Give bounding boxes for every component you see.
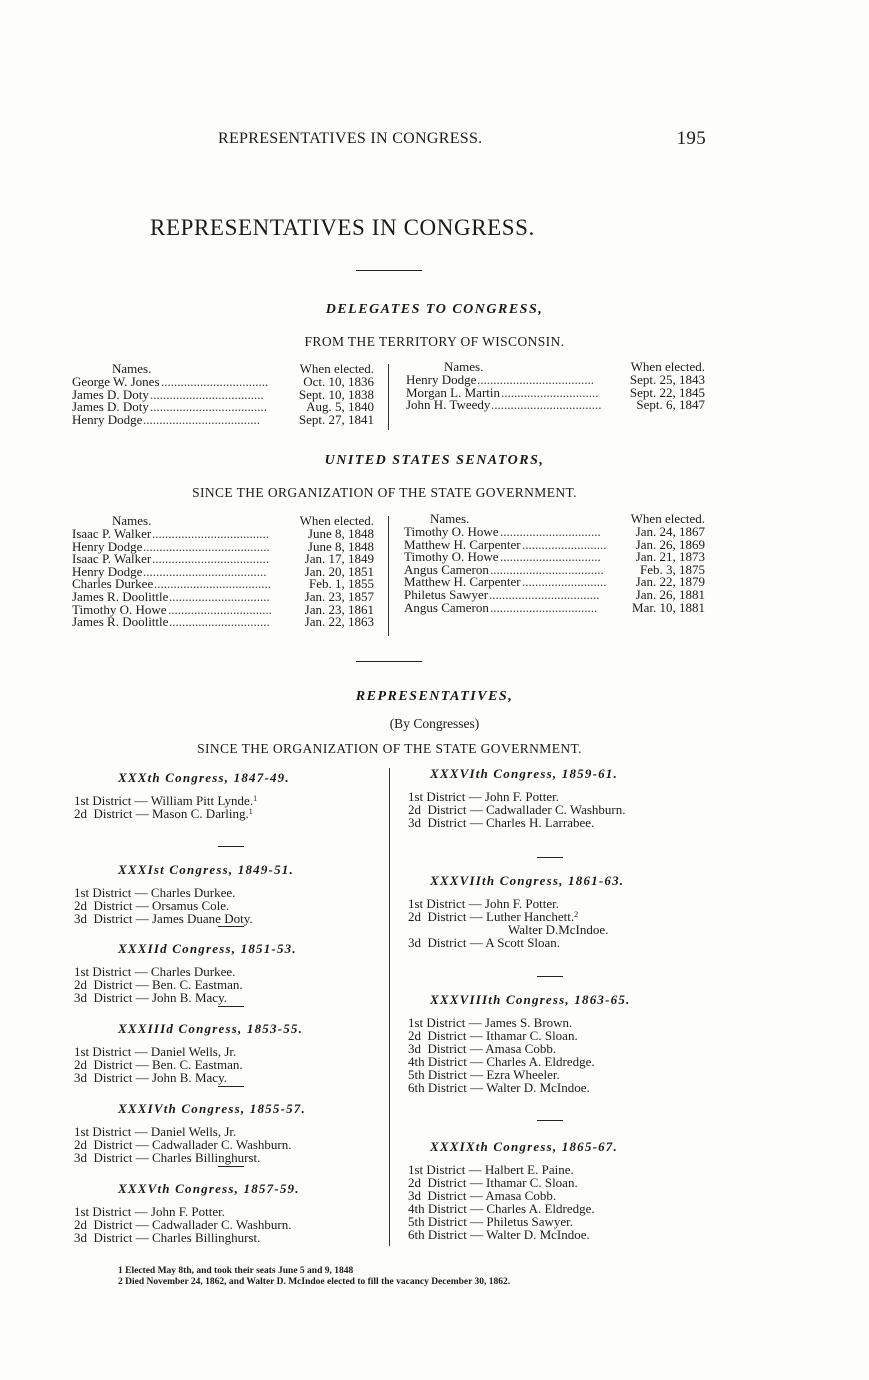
table-row bbox=[404, 601, 705, 614]
member-name: Isaac P. Walker bbox=[72, 526, 152, 541]
dash-separator: — bbox=[132, 977, 152, 992]
representative-name: Cadwallader C. Washburn. bbox=[152, 1217, 292, 1232]
member-name: Timothy O. Howe bbox=[404, 549, 499, 565]
congress-block bbox=[74, 770, 290, 820]
congress-title: XXXth Congress, 1847-49. bbox=[118, 770, 290, 785]
dot-leader: ............................... bbox=[169, 614, 270, 630]
running-head-title: REPRESENTATIVES IN CONGRESS. bbox=[218, 130, 483, 147]
dash-separator: — bbox=[466, 1041, 486, 1056]
column-separator bbox=[388, 516, 389, 636]
member-name: Henry Dodge bbox=[72, 538, 143, 554]
representative-name: Orsamus Cole. bbox=[152, 898, 230, 913]
table-row bbox=[72, 527, 374, 540]
district-label: 4th District bbox=[408, 1201, 467, 1216]
dot-leader: .................................... bbox=[143, 411, 260, 427]
congress-title: XXXVth Congress, 1857-59. bbox=[118, 1181, 300, 1196]
district-row bbox=[74, 1071, 303, 1084]
senators-table-right bbox=[404, 512, 705, 613]
table-row bbox=[72, 552, 374, 565]
district-row bbox=[408, 1228, 618, 1241]
representative-name: John B. Macy. bbox=[152, 1070, 227, 1085]
member-name: Isaac P. Walker bbox=[72, 551, 152, 567]
page-number: 195 bbox=[676, 128, 706, 149]
district-label: 2d District bbox=[408, 909, 467, 924]
block-divider bbox=[218, 1086, 244, 1087]
table-row bbox=[404, 550, 705, 563]
representative-name: Halbert E. Paine. bbox=[484, 1162, 574, 1177]
member-name: Timothy O. Howe bbox=[404, 524, 499, 539]
footnote-2: 2 Died November 24, 1862, and Walter D. McIndoe elected to fill the vacancy December 30, 1862. bbox=[118, 1277, 511, 1287]
member-name: George W. Jones bbox=[72, 374, 160, 389]
representative-name: Ben. C. Eastman. bbox=[152, 1057, 243, 1072]
representative-name: Ezra Wheeler. bbox=[486, 1067, 560, 1082]
dash-separator: — bbox=[466, 1054, 487, 1069]
column-separator bbox=[389, 768, 390, 1246]
representatives-heading: REPRESENTATIVES, bbox=[355, 689, 514, 704]
dash-separator: — bbox=[466, 802, 486, 817]
dot-leader: ................................... bbox=[490, 561, 604, 577]
district-row bbox=[408, 1081, 630, 1094]
district-label: 6th District bbox=[408, 1227, 467, 1242]
representative-name: William Pitt Lynde. bbox=[150, 793, 254, 808]
dot-leader: .................................... bbox=[477, 372, 594, 387]
col-names-header: Names. bbox=[112, 361, 152, 376]
table-row bbox=[72, 615, 374, 628]
member-name: Angus Cameron bbox=[404, 599, 489, 615]
dash-separator: — bbox=[465, 896, 485, 911]
member-name: Henry Dodge bbox=[72, 563, 143, 579]
district-label: 1st District bbox=[74, 964, 132, 979]
dot-leader: ...................................... bbox=[143, 563, 267, 579]
col-elected-header: When elected. bbox=[630, 359, 705, 374]
divider-rule bbox=[356, 270, 422, 271]
dash-separator: — bbox=[466, 909, 486, 924]
representative-name: Walter D. McIndoe. bbox=[486, 1080, 590, 1095]
district-label: 1st District bbox=[408, 1015, 466, 1030]
district-label: 2d District bbox=[74, 898, 133, 913]
congress-block bbox=[408, 1139, 618, 1241]
representatives-byline: (By Congresses) bbox=[389, 716, 480, 731]
dash-separator: — bbox=[132, 1057, 152, 1072]
table-row bbox=[72, 400, 374, 413]
district-label: 2d District bbox=[74, 1217, 133, 1232]
dot-leader: ................................. bbox=[161, 374, 269, 389]
member-name: Matthew H. Carpenter bbox=[404, 574, 521, 590]
district-label: 2d District bbox=[408, 1175, 467, 1190]
district-label: 2d District bbox=[408, 1028, 467, 1043]
district-label: 3d District bbox=[74, 990, 133, 1005]
election-date: June 8, 1848 bbox=[307, 526, 374, 541]
table-row bbox=[72, 375, 374, 388]
district-label: 1st District bbox=[408, 789, 466, 804]
representative-name: Charles Durkee. bbox=[150, 885, 236, 900]
dash-separator: — bbox=[466, 1214, 487, 1229]
column-separator bbox=[388, 364, 389, 430]
congress-block bbox=[74, 1101, 306, 1164]
district-row bbox=[74, 912, 294, 925]
member-name: Philetus Sawyer bbox=[404, 586, 489, 602]
election-date: Oct. 10, 1836 bbox=[303, 374, 374, 389]
footnote-marker: 2 bbox=[574, 910, 579, 919]
representative-name: Cadwallader C. Washburn. bbox=[152, 1137, 292, 1152]
representative-name: Philetus Sawyer. bbox=[486, 1214, 574, 1229]
block-divider bbox=[218, 926, 244, 927]
representative-name: Charles A. Eldredge. bbox=[486, 1201, 595, 1216]
dot-leader: .................................... bbox=[150, 399, 267, 415]
congress-title: XXXVIIth Congress, 1861-63. bbox=[430, 873, 625, 888]
dash-separator: — bbox=[132, 990, 152, 1005]
dash-separator: — bbox=[466, 1201, 487, 1216]
member-name: James D. Doty bbox=[72, 399, 149, 415]
delegates-table-right bbox=[406, 360, 705, 411]
district-label: 2d District bbox=[74, 1057, 133, 1072]
district-label: 2d District bbox=[74, 806, 133, 821]
dot-leader: ............................... bbox=[500, 549, 601, 565]
district-row bbox=[408, 816, 626, 829]
dash-separator: — bbox=[131, 964, 151, 979]
election-date: Sept. 6, 1847 bbox=[636, 397, 705, 413]
dash-separator: — bbox=[465, 1015, 485, 1030]
representative-name: Daniel Wells, Jr. bbox=[150, 1044, 237, 1059]
district-label: 1st District bbox=[74, 1124, 132, 1139]
senators-table-left bbox=[72, 514, 374, 628]
election-date: Sept. 22, 1845 bbox=[629, 384, 705, 400]
representative-name: Charles Durkee. bbox=[150, 964, 236, 979]
dash-separator: — bbox=[466, 1080, 487, 1095]
table-row bbox=[72, 413, 374, 426]
col-names-header: Names. bbox=[444, 359, 484, 374]
dash-separator: — bbox=[132, 1150, 152, 1165]
congress-title: XXXVIIIth Congress, 1863-65. bbox=[430, 992, 631, 1007]
dash-separator: — bbox=[465, 1162, 485, 1177]
col-names-header: Names. bbox=[112, 513, 152, 528]
representative-name: Walter D.McIndoe. bbox=[508, 922, 609, 937]
representative-name: Ben. C. Eastman. bbox=[152, 977, 243, 992]
congress-block bbox=[74, 1021, 303, 1084]
district-row bbox=[74, 991, 297, 1004]
representative-name: Charles Billinghurst. bbox=[152, 1230, 261, 1245]
district-label: 4th District bbox=[408, 1054, 467, 1069]
district-label: 5th District bbox=[408, 1067, 467, 1082]
dot-leader: .................................... bbox=[152, 551, 269, 567]
election-date: Sept. 27, 1841 bbox=[298, 411, 374, 427]
dot-leader: ............................... bbox=[169, 588, 270, 604]
representative-name: Daniel Wells, Jr. bbox=[150, 1124, 237, 1139]
senators-heading: UNITED STATES SENATORS, bbox=[324, 453, 545, 468]
dash-separator: — bbox=[131, 1204, 151, 1219]
block-divider bbox=[218, 1006, 244, 1007]
dash-separator: — bbox=[466, 1175, 486, 1190]
col-elected-header: When elected. bbox=[299, 361, 374, 376]
district-label: 3d District bbox=[74, 1070, 133, 1085]
district-label: 2d District bbox=[74, 977, 133, 992]
dot-leader: ................................. bbox=[490, 599, 598, 615]
district-label: 3d District bbox=[408, 935, 467, 950]
dot-leader: ................................... bbox=[150, 386, 264, 402]
district-label: 1st District bbox=[74, 793, 132, 808]
table-row bbox=[404, 588, 705, 601]
dot-leader: .................................... bbox=[152, 526, 269, 541]
district-label: 3d District bbox=[408, 1188, 467, 1203]
dot-leader: .................................. bbox=[491, 397, 602, 413]
dot-leader: .............................. bbox=[501, 384, 599, 400]
district-label: 2d District bbox=[74, 1137, 133, 1152]
dash-separator: — bbox=[132, 1137, 152, 1152]
congress-block bbox=[74, 862, 294, 925]
representative-name: Charles A. Eldredge. bbox=[486, 1054, 595, 1069]
col-names-header: Names. bbox=[430, 511, 470, 526]
representative-name: John F. Potter. bbox=[484, 789, 560, 804]
election-date: Jan. 24, 1867 bbox=[635, 524, 705, 539]
dot-leader: ............................... bbox=[500, 524, 601, 539]
election-date: Feb. 3, 1875 bbox=[640, 561, 705, 577]
election-date: Mar. 10, 1881 bbox=[632, 599, 705, 615]
representative-name: Amasa Cobb. bbox=[485, 1041, 557, 1056]
dash-separator: — bbox=[466, 935, 486, 950]
congress-title: XXXIVth Congress, 1855-57. bbox=[118, 1101, 306, 1116]
page-title: REPRESENTATIVES IN CONGRESS. bbox=[150, 215, 535, 240]
footnote-marker: 1 bbox=[253, 794, 258, 803]
district-label: 3d District bbox=[74, 1230, 133, 1245]
dot-leader: ....................................... bbox=[143, 538, 270, 554]
district-label: 3d District bbox=[408, 815, 467, 830]
election-date: Jan. 22, 1863 bbox=[304, 614, 374, 630]
representative-name: John F. Potter. bbox=[484, 896, 560, 911]
dash-separator: — bbox=[132, 1070, 152, 1085]
divider-rule bbox=[356, 661, 422, 662]
election-date: Jan. 23, 1857 bbox=[304, 588, 374, 604]
dot-leader: .................................. bbox=[489, 586, 600, 602]
district-row bbox=[74, 1231, 300, 1244]
representative-name: Charles H. Larrabee. bbox=[486, 815, 595, 830]
member-name: Angus Cameron bbox=[404, 561, 489, 577]
district-label: 1st District bbox=[408, 896, 466, 911]
block-divider bbox=[537, 857, 563, 858]
election-date: Jan. 17, 1849 bbox=[304, 551, 374, 567]
footnote-marker: 1 bbox=[248, 807, 253, 816]
congress-title: XXXIst Congress, 1849-51. bbox=[118, 862, 294, 877]
election-date: Jan. 22, 1879 bbox=[635, 574, 705, 590]
election-date: Sept. 25, 1843 bbox=[629, 372, 705, 387]
dash-separator: — bbox=[132, 1230, 152, 1245]
block-divider bbox=[537, 976, 563, 977]
dash-separator: — bbox=[131, 885, 151, 900]
delegates-table-left bbox=[72, 362, 374, 425]
congress-block bbox=[408, 873, 624, 949]
representative-name: Luther Hanchett. bbox=[486, 909, 575, 924]
col-elected-header: When elected. bbox=[299, 513, 374, 528]
member-name: Charles Durkee bbox=[72, 576, 154, 592]
congress-title: XXXIXth Congress, 1865-67. bbox=[430, 1139, 618, 1154]
table-row bbox=[72, 590, 374, 603]
member-name: Morgan L. Martin bbox=[406, 384, 500, 400]
congress-block bbox=[408, 992, 630, 1094]
dash-separator: — bbox=[466, 1188, 486, 1203]
dash-separator: — bbox=[132, 806, 152, 821]
election-date: Jan. 23, 1861 bbox=[304, 601, 374, 617]
table-row bbox=[406, 373, 705, 386]
dash-separator: — bbox=[466, 1227, 487, 1242]
dash-separator: — bbox=[466, 815, 486, 830]
dash-separator: — bbox=[465, 789, 485, 804]
table-row bbox=[404, 525, 705, 538]
district-label: 1st District bbox=[74, 1204, 132, 1219]
representative-name: Amasa Cobb. bbox=[485, 1188, 557, 1203]
dash-separator: — bbox=[131, 793, 151, 808]
district-label: 6th District bbox=[408, 1080, 467, 1095]
member-name: Henry Dodge bbox=[72, 411, 143, 427]
dot-leader: .......................... bbox=[522, 574, 607, 590]
table-row bbox=[406, 398, 705, 411]
dash-separator: — bbox=[131, 1124, 151, 1139]
election-date: Jan. 20, 1851 bbox=[304, 563, 374, 579]
delegates-subheading: FROM THE TERRITORY OF WISCONSIN. bbox=[304, 334, 565, 349]
congress-title: XXXVIth Congress, 1859-61. bbox=[430, 766, 618, 781]
representative-name: Cadwallader C. Washburn. bbox=[486, 802, 626, 817]
block-divider bbox=[218, 1166, 244, 1167]
representative-name: John F. Potter. bbox=[150, 1204, 226, 1219]
district-label: 1st District bbox=[74, 1044, 132, 1059]
dot-leader: .................................... bbox=[154, 576, 271, 592]
representative-name: Ithamar C. Sloan. bbox=[486, 1175, 578, 1190]
dash-separator: — bbox=[131, 1044, 151, 1059]
block-divider bbox=[537, 1120, 563, 1121]
election-date: Feb. 1, 1855 bbox=[309, 576, 374, 592]
col-elected-header: When elected. bbox=[630, 511, 705, 526]
district-row bbox=[408, 936, 624, 949]
election-date: June 8, 1848 bbox=[307, 538, 374, 554]
block-divider bbox=[218, 846, 244, 847]
member-name: James R. Doolittle bbox=[72, 614, 169, 630]
district-label: 1st District bbox=[74, 885, 132, 900]
delegates-heading: DELEGATES TO CONGRESS, bbox=[325, 302, 544, 317]
election-date: Sept. 10, 1838 bbox=[298, 386, 374, 402]
footnote-1: 1 Elected May 8th, and took their seats June 5 and 9, 1848 bbox=[118, 1266, 354, 1276]
representative-name: A Scott Sloan. bbox=[485, 935, 561, 950]
representative-name: James S. Brown. bbox=[484, 1015, 573, 1030]
representative-name: John B. Macy. bbox=[152, 990, 227, 1005]
dash-separator: — bbox=[132, 1217, 152, 1232]
member-name: Timothy O. Howe bbox=[72, 601, 167, 617]
representative-name: Ithamar C. Sloan. bbox=[486, 1028, 578, 1043]
election-date: Aug. 5, 1840 bbox=[306, 399, 374, 415]
district-label: 3d District bbox=[74, 1150, 133, 1165]
representatives-subheading: SINCE THE ORGANIZATION OF THE STATE GOVERNMENT. bbox=[197, 741, 582, 756]
dash-separator: — bbox=[466, 1067, 487, 1082]
member-name: James D. Doty bbox=[72, 386, 149, 402]
member-name: Henry Dodge bbox=[406, 372, 477, 387]
member-name: John H. Tweedy bbox=[406, 397, 491, 413]
congress-block bbox=[74, 1181, 300, 1244]
district-label: 3d District bbox=[74, 911, 133, 926]
representative-name: James Duane Doty. bbox=[152, 911, 253, 926]
district-row bbox=[74, 807, 290, 820]
member-name: Matthew H. Carpenter bbox=[404, 536, 521, 552]
district-row bbox=[74, 1151, 306, 1164]
district-label: 5th District bbox=[408, 1214, 467, 1229]
dot-leader: ................................ bbox=[168, 601, 272, 617]
election-date: Jan. 26, 1881 bbox=[635, 586, 705, 602]
representative-name: Mason C. Darling. bbox=[152, 806, 249, 821]
dash-separator: — bbox=[132, 898, 152, 913]
congress-block bbox=[408, 766, 626, 829]
footnotes bbox=[118, 1266, 510, 1288]
dash-separator: — bbox=[132, 911, 152, 926]
senators-subheading: SINCE THE ORGANIZATION OF THE STATE GOVERNMENT. bbox=[192, 485, 577, 500]
member-name: James R. Doolittle bbox=[72, 588, 169, 604]
congress-title: XXXIIId Congress, 1853-55. bbox=[118, 1021, 304, 1036]
representative-name: Charles Billinghurst. bbox=[152, 1150, 261, 1165]
dash-separator: — bbox=[466, 1028, 486, 1043]
district-label: 1st District bbox=[408, 1162, 466, 1177]
dot-leader: .......................... bbox=[522, 536, 607, 552]
district-label: 2d District bbox=[408, 802, 467, 817]
election-date: Jan. 26, 1869 bbox=[635, 536, 705, 552]
congress-title: XXXIId Congress, 1851-53. bbox=[118, 941, 297, 956]
district-label: 3d District bbox=[408, 1041, 467, 1056]
congress-block bbox=[74, 941, 297, 1004]
election-date: Jan. 21, 1873 bbox=[635, 549, 705, 565]
representative-name: Walter D. McIndoe. bbox=[486, 1227, 590, 1242]
